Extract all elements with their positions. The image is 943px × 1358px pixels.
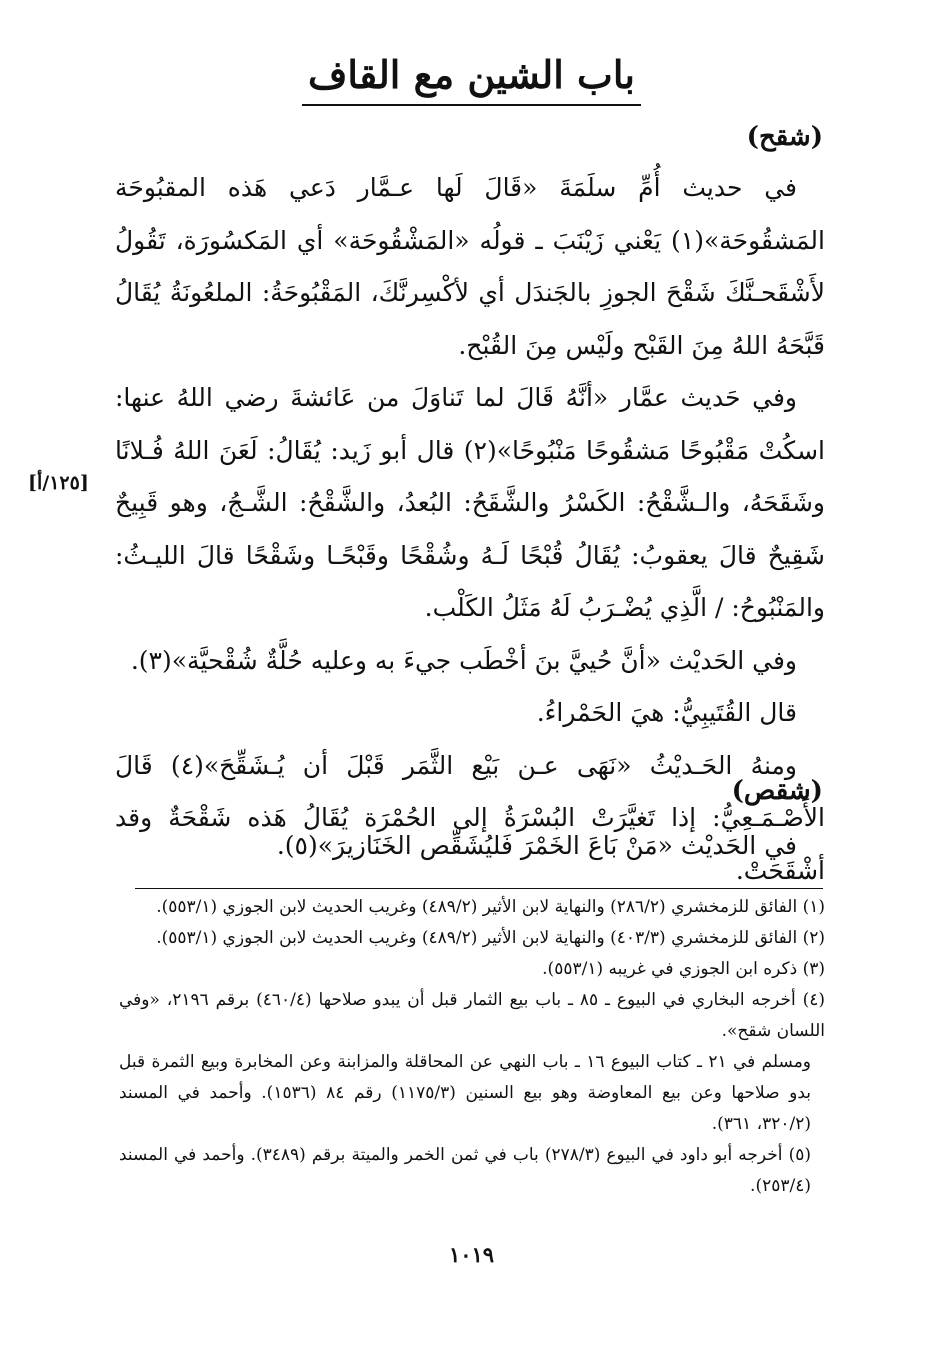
footnote: (٤) أخرجه البخاري في البيوع ـ ٨٥ ـ باب بيع الثمار قبل أن يبدو صلاحها (٤٦٠/٤) برقم ٢١٩٦، «وفي اللسان شقح».: [119, 990, 826, 1041]
paragraph: ومنهُ الحَـديْثُ «نَهَى عـن بَيْع الثَّمَر قَبْلَ أن يُـشَقِّحَ»(٤) قَالَ الأَصْـمَـعِيُّ: إذا تَغيَّرَتْ البُسْرَةُ إلى الحُمْرَة يُقَالُ هَذه شَقْحَةٌ وقد أشْقَحَتْ.: [115, 750, 825, 885]
entry-heading-shqs: (شقص): [731, 776, 823, 806]
page-number: ١٠١٩: [448, 1242, 495, 1267]
entry-heading-shqh: (شقح): [746, 122, 823, 152]
margin-reference: [١٢٥/أ]: [28, 472, 89, 494]
footnote-divider: [135, 888, 823, 889]
chapter-title-text: باب الشين مع القاف: [302, 52, 641, 106]
entry-body-shqh: [115, 162, 825, 897]
paragraph: في حديث أُمِّ سلَمَةَ «قَالَ لَها عـمَّار دَعي هَذه المقبُوحَة المَشقُوحَة»(١) يَعْني زَيْنَبَ ـ قولُه «المَشْقُوحَة» أي المَكسُورَة، تَقُولُ لأَشْقَحـنَّكَ شَقْحَ الجوزِ بالجَندَل أي لأكْسِرنَّكَ، المَقْبُوحَةُ: الملعُونَةُ يُقَالُ قَبَّحَهُ اللهُ مِنَ القَبْح ولَيْس مِنَ القُبْح.: [115, 173, 825, 360]
paragraph: وفي الحَديْث «أنَّ حُييَّ بنَ أخْطَب جيءَ به وعليه حُلَّةٌ شُقْحيَّة»(٣).: [130, 645, 797, 675]
paragraph: قال القُتَيبِيُّ: هيَ الحَمْراءُ.: [536, 698, 797, 727]
paragraph: في الحَديْث «مَنْ بَاعَ الخَمْرَ فَليُشَقِّص الخَنَازيرَ»(٥).: [276, 831, 797, 860]
footnote: (٥) أخرجه أبو داود في البيوع (٢٧٨/٣) باب في ثمن الخمر والميتة برقم (٣٤٨٩). وأحمد في المسند (٢٥٣/٤).: [119, 1145, 811, 1196]
footnote: (٣) ذكره ابن الجوزي في غريبه (٥٥٣/١).: [542, 959, 825, 979]
entry-body-shqs: [115, 820, 825, 873]
footnote: (١) الفائق للزمخشري (٢٨٦/٢) والنهاية لابن الأثير (٤٨٩/٢) وغريب الحديث لابن الجوزي (٥٥٣/١).: [156, 897, 825, 917]
paragraph: وفي حَديث عمَّار «أنَّهُ قَالَ لما تَناوَلَ من عَائشةَ رضي اللهُ عنها: اسكُتْ مَقْبُوحًا مَشقُوحًا مَنْبُوحًا»(٢) قال أبو زَيد: يُقَالُ: لَعَنَ اللهُ فُـلانًا وشَقَحَهُ، والـشَّقْحُ: الكَسْرُ والشَّقَحُ: البُعدُ، والشَّقْحُ: الشَّـجُ، وهو قَبِيحٌ شَقِيحٌ قالَ يعقوبُ: يُقَالُ قُبْحًا لَـهُ وشُقْحًا وقَبْحًـا وشَقْحًا قالَ الليـثُ: والمَنْبُوحُ: / الَّذِي يُضْـرَبُ لَهُ مَثَلُ الكَلْب.: [115, 383, 825, 622]
chapter-title: [0, 52, 943, 106]
footnote: ومسلم في ٢١ ـ كتاب البيوع ١٦ ـ باب النهي عن المحاقلة والمزابنة وعن المخابرة وبيع الثمرة قبل بدو صلاحها وعن بيع المعاوضة وهو بيع السنين (١١٧٥/٣) رقم ٨٤ (١٥٣٦). وأحمد في المسند (٣٢٠/٢، ٣٦١).: [119, 1052, 812, 1134]
footnotes: [119, 892, 825, 1202]
footnote: (٢) الفائق للزمخشري (٤٠٣/٣) والنهاية لابن الأثير (٤٨٩/٢) وغريب الحديث لابن الجوزي (٥٥٣/١).: [156, 928, 825, 948]
